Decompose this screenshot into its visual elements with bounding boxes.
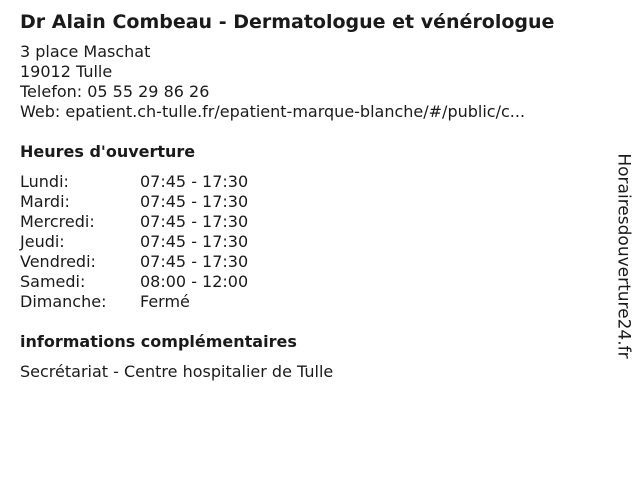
doctor-card — [20, 10, 600, 382]
doctor-name: Dr Alain Combeau - Dermatologue et vénérologue — [20, 11, 555, 33]
day-label: Samedi: — [20, 272, 86, 291]
hours-row-sunday — [20, 292, 600, 312]
time-value: Fermé — [140, 292, 190, 311]
time-value: 08:00 - 12:00 — [140, 272, 249, 291]
address-city: 19012 Tulle — [20, 62, 113, 81]
hours-row-saturday — [20, 272, 600, 292]
website-link[interactable]: Web: epatient.ch-tulle.fr/epatient-marque-blanche/#/public/c... — [20, 102, 526, 121]
site-watermark — [612, 136, 636, 376]
time-value: 07:45 - 17:30 — [140, 172, 249, 191]
day-label: Vendredi: — [20, 252, 96, 271]
day-label: Jeudi: — [20, 232, 65, 251]
info-title: informations complémentaires — [20, 332, 297, 351]
hours-row-monday — [20, 172, 600, 192]
day-label: Mercredi: — [20, 212, 95, 231]
time-value: 07:45 - 17:30 — [140, 252, 249, 271]
time-value: 07:45 - 17:30 — [140, 212, 249, 231]
time-value: 07:45 - 17:30 — [140, 192, 249, 211]
hours-row-friday — [20, 252, 600, 272]
hours-table — [20, 172, 600, 312]
day-label: Dimanche: — [20, 292, 107, 311]
address-street: 3 place Maschat — [20, 42, 151, 61]
time-value: 07:45 - 17:30 — [140, 232, 249, 251]
day-label: Lundi: — [20, 172, 69, 191]
hours-row-thursday — [20, 232, 600, 252]
hours-row-tuesday — [20, 192, 600, 212]
hours-title: Heures d'ouverture — [20, 142, 196, 161]
hours-row-wednesday — [20, 212, 600, 232]
watermark-text: Horairesdouverture24.fr — [614, 153, 634, 359]
day-label: Mardi: — [20, 192, 70, 211]
phone-number[interactable]: Telefon: 05 55 29 86 26 — [20, 82, 210, 101]
info-text: Secrétariat - Centre hospitalier de Tulle — [20, 362, 334, 381]
